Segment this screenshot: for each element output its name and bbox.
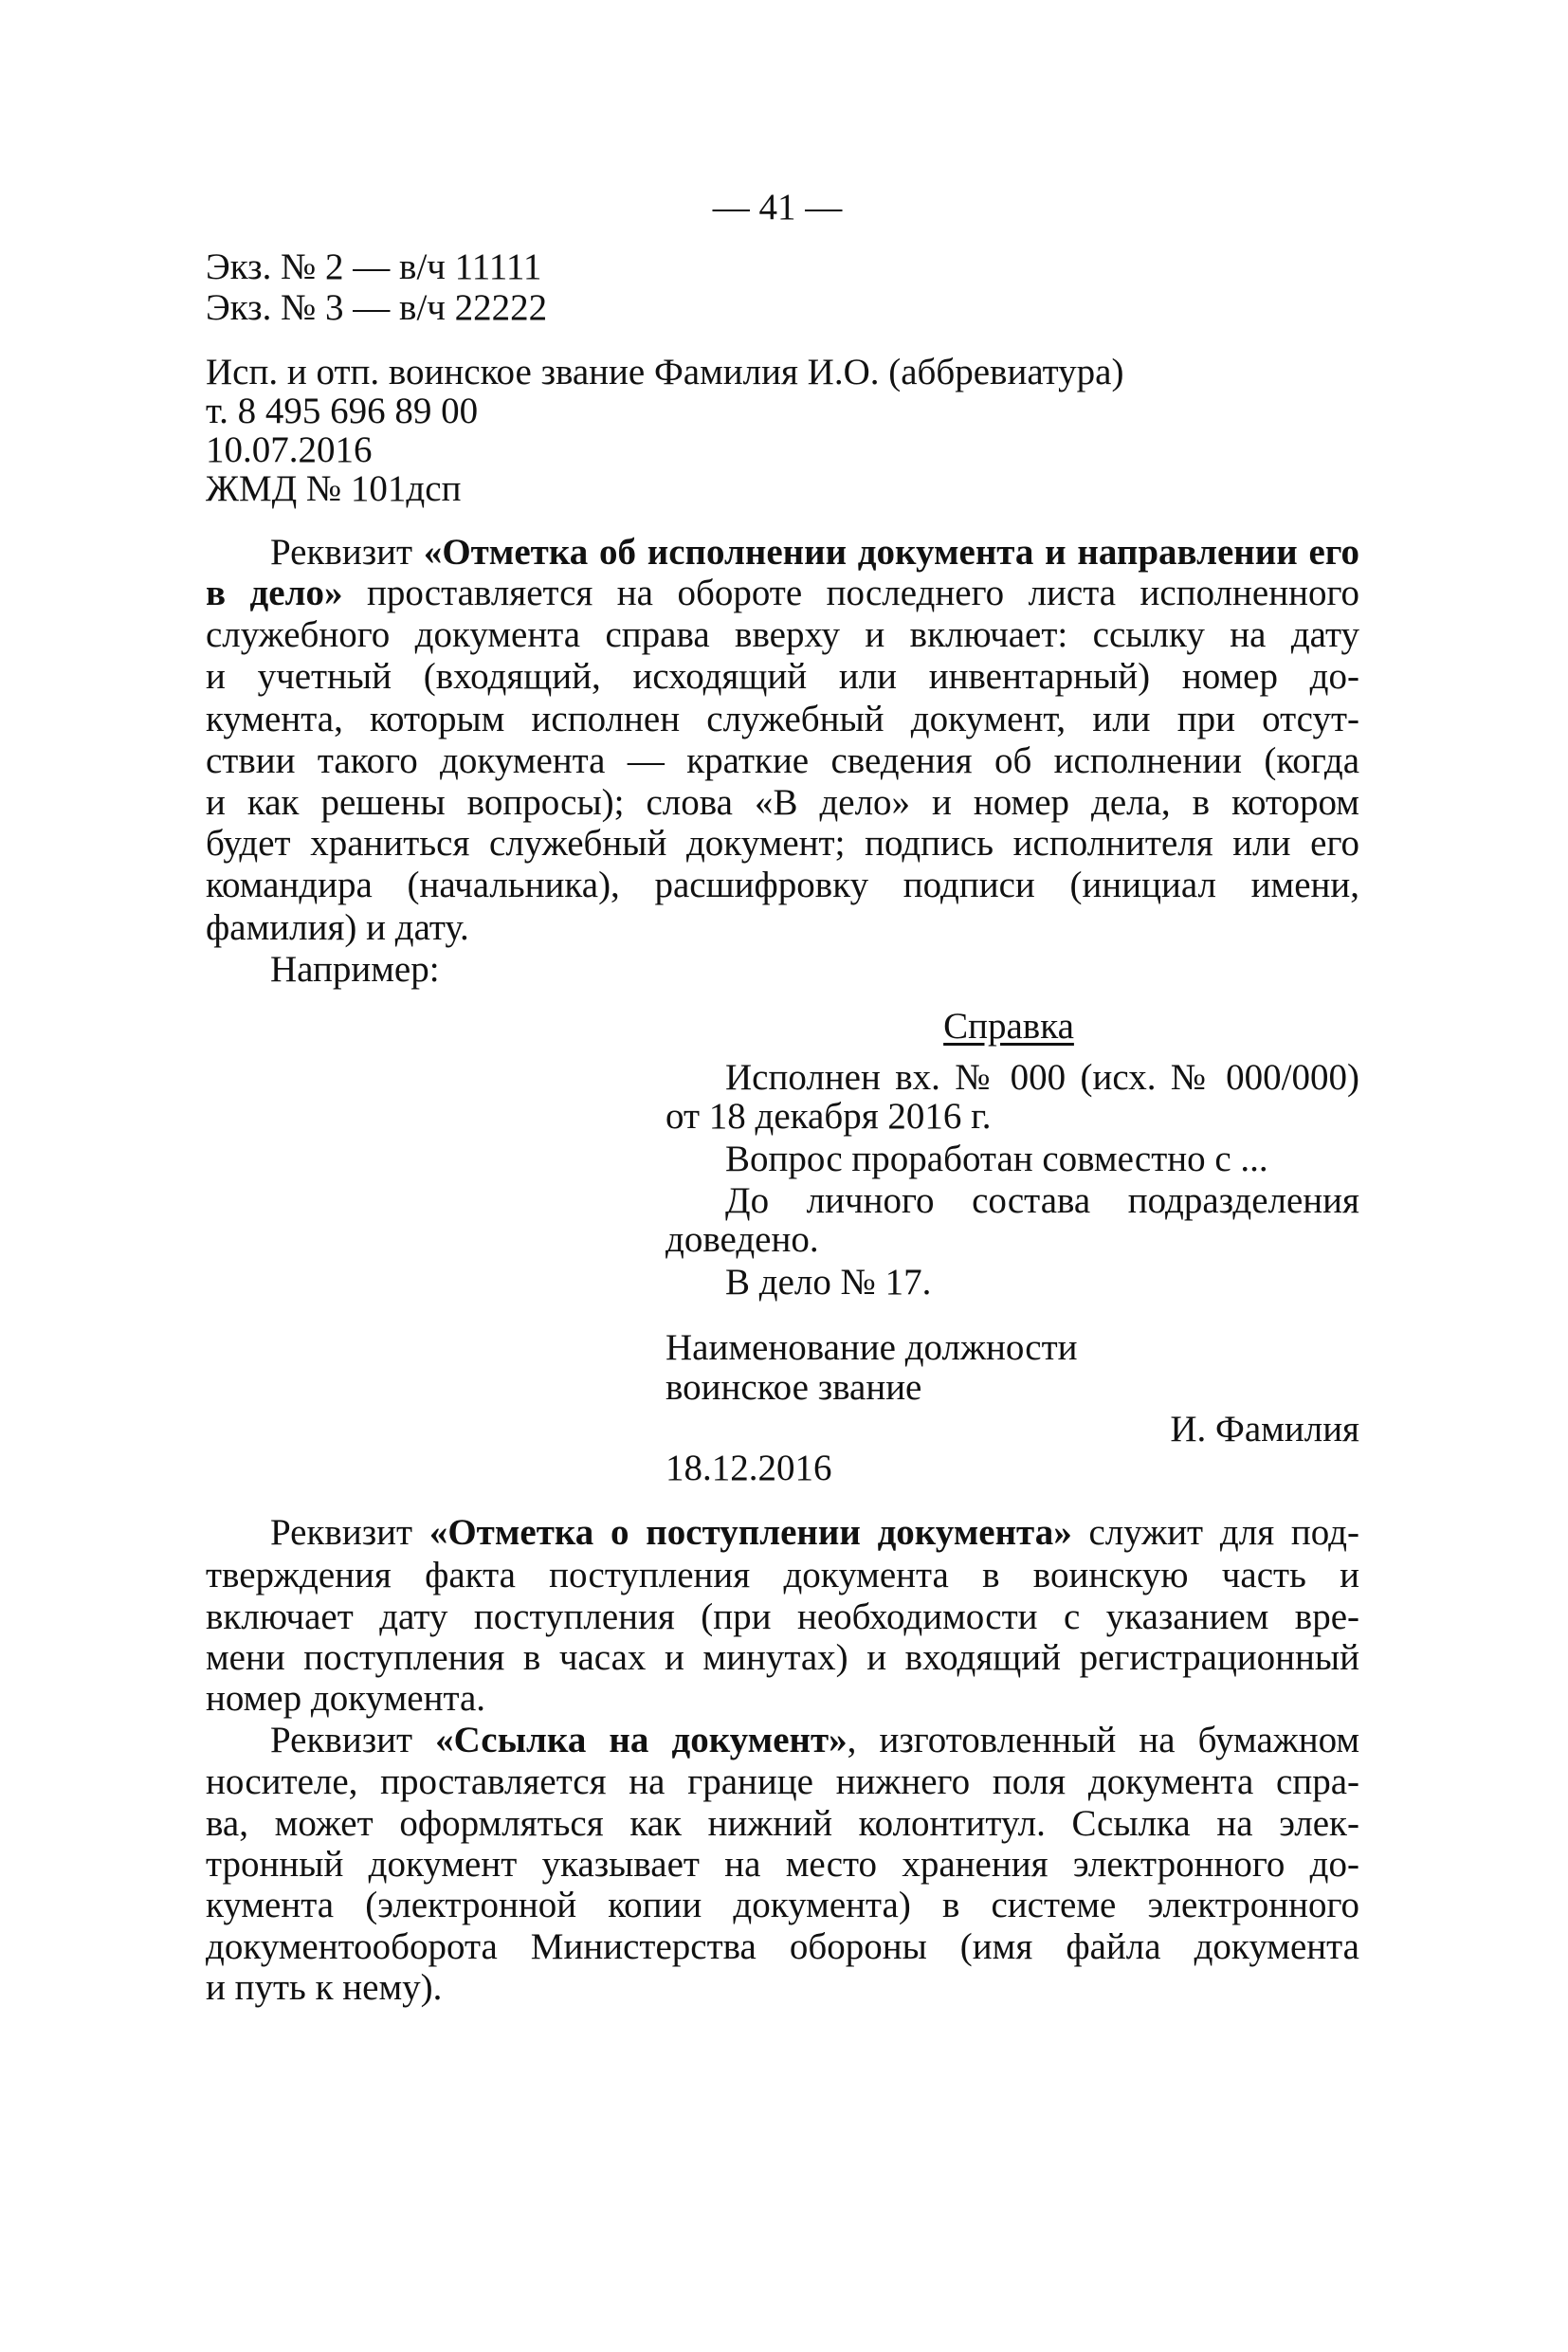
text-segment: тверждения факта поступления документа в воинскую часть и	[206, 1555, 1359, 1595]
paragraph1-line	[206, 573, 1359, 614]
note-date: 18.12.2016	[665, 1448, 832, 1488]
bold-term: «Отметка об исполнении документа и направлении его	[423, 532, 1359, 573]
executor-info: 10.07.2016	[206, 429, 373, 470]
note-line: Вопрос проработан совместно с ...	[725, 1139, 1268, 1179]
paragraph3-line	[206, 1761, 1359, 1803]
text-segment: включает дату поступления (при необходимости с указанием вре-	[206, 1596, 1359, 1637]
text-segment: кумента, которым исполнен служебный документ, или при отсут-	[206, 699, 1359, 739]
text-segment: служит для под-	[1071, 1512, 1359, 1553]
paragraph1-line	[206, 740, 1359, 782]
note-line: В дело № 17.	[725, 1262, 932, 1303]
text-segment: мени поступления в часах и минутах) и входящий регистрационный	[206, 1637, 1359, 1678]
executor-info: Исп. и отп. воинское звание Фамилия И.О. (аббревиатура)	[206, 352, 1124, 392]
text-segment: служебного документа справа вверху и включает: ссылку на дату	[206, 614, 1359, 655]
paragraph1-line	[206, 865, 1359, 906]
paragraph2-line	[206, 1637, 1359, 1679]
text-segment: проставляется на обороте последнего листа исполненного	[342, 573, 1359, 613]
paragraph1-line	[270, 532, 1359, 574]
signer-rank: воинское звание	[665, 1367, 922, 1408]
paragraph3-line	[270, 1720, 1359, 1761]
paragraph1-line	[206, 656, 1359, 698]
paragraph1-line	[206, 699, 1359, 740]
note-line: от 18 декабря 2016 г.	[665, 1096, 992, 1137]
text-segment: кумента (электронной копии документа) в системе электронного	[206, 1885, 1359, 1925]
copy-distribution: Экз. № 3 — в/ч 22222	[206, 287, 548, 328]
text-segment: ва, может оформляться как нижний колонтитул. Ссылка на элек-	[206, 1803, 1359, 1844]
text-segment: будет храниться служебный документ; подпись исполнителя или его	[206, 823, 1359, 864]
paragraph1-line	[206, 823, 1359, 865]
note-title: Справка	[943, 1006, 1074, 1047]
paragraph2-line	[270, 1512, 1359, 1554]
paragraph1-line	[206, 614, 1359, 656]
copy-distribution: Экз. № 2 — в/ч 11111	[206, 246, 542, 287]
paragraph3-line	[206, 1844, 1359, 1886]
text-segment: командира (начальника), расшифровку подписи (инициал имени,	[206, 865, 1359, 905]
text-segment: и как решены вопросы); слова «В дело» и номер дела, в котором	[206, 782, 1359, 823]
note-line: До личного состава подразделения	[725, 1180, 1359, 1221]
example-label: Например:	[270, 949, 440, 990]
text-segment: тронный документ указывает на место хранения электронного до-	[206, 1844, 1359, 1885]
paragraph1-line	[206, 782, 1359, 824]
text-segment: и путь к нему).	[206, 1967, 443, 2008]
text-segment: и учетный (входящий, исходящий или инвентарный) номер до-	[206, 656, 1359, 697]
text-segment: Реквизит	[270, 532, 424, 573]
paragraph3-line	[206, 1926, 1359, 1968]
paragraph1-line	[206, 907, 469, 949]
note-line: доведено.	[665, 1219, 819, 1260]
paragraph2-line	[206, 1596, 1359, 1638]
paragraph3-line	[206, 1885, 1359, 1926]
executor-info: ЖМД № 101дсп	[206, 468, 462, 509]
paragraph2-line	[206, 1678, 485, 1720]
text-segment: документооборота Министерства обороны (имя файла документа	[206, 1926, 1359, 1967]
text-segment: ствии такого документа — краткие сведения об исполнении (когда	[206, 740, 1359, 781]
signer-position: Наименование должности	[665, 1327, 1078, 1368]
paragraph3-line	[206, 1803, 1359, 1845]
bold-term: в дело»	[206, 573, 343, 613]
executor-info: т. 8 495 696 89 00	[206, 391, 479, 431]
bold-term: «Ссылка на документ»	[435, 1720, 848, 1760]
paragraph2-line	[206, 1555, 1359, 1596]
signer-name: И. Фамилия	[1170, 1409, 1359, 1449]
paragraph3-line	[206, 1967, 442, 2009]
bold-term: «Отметка о поступлении документа»	[428, 1512, 1072, 1553]
text-segment: фамилия) и дату.	[206, 907, 469, 948]
text-segment: , изготовленный на бумажном	[847, 1720, 1359, 1760]
note-line: Исполнен вх. № 000 (исх. № 000/000)	[725, 1057, 1359, 1098]
text-segment: Реквизит	[270, 1512, 429, 1553]
page-number: — 41 —	[712, 187, 843, 228]
text-segment: номер документа.	[206, 1678, 486, 1719]
text-segment: носителе, проставляется на границе нижнего поля документа спра-	[206, 1761, 1359, 1802]
text-segment: Реквизит	[270, 1720, 436, 1760]
